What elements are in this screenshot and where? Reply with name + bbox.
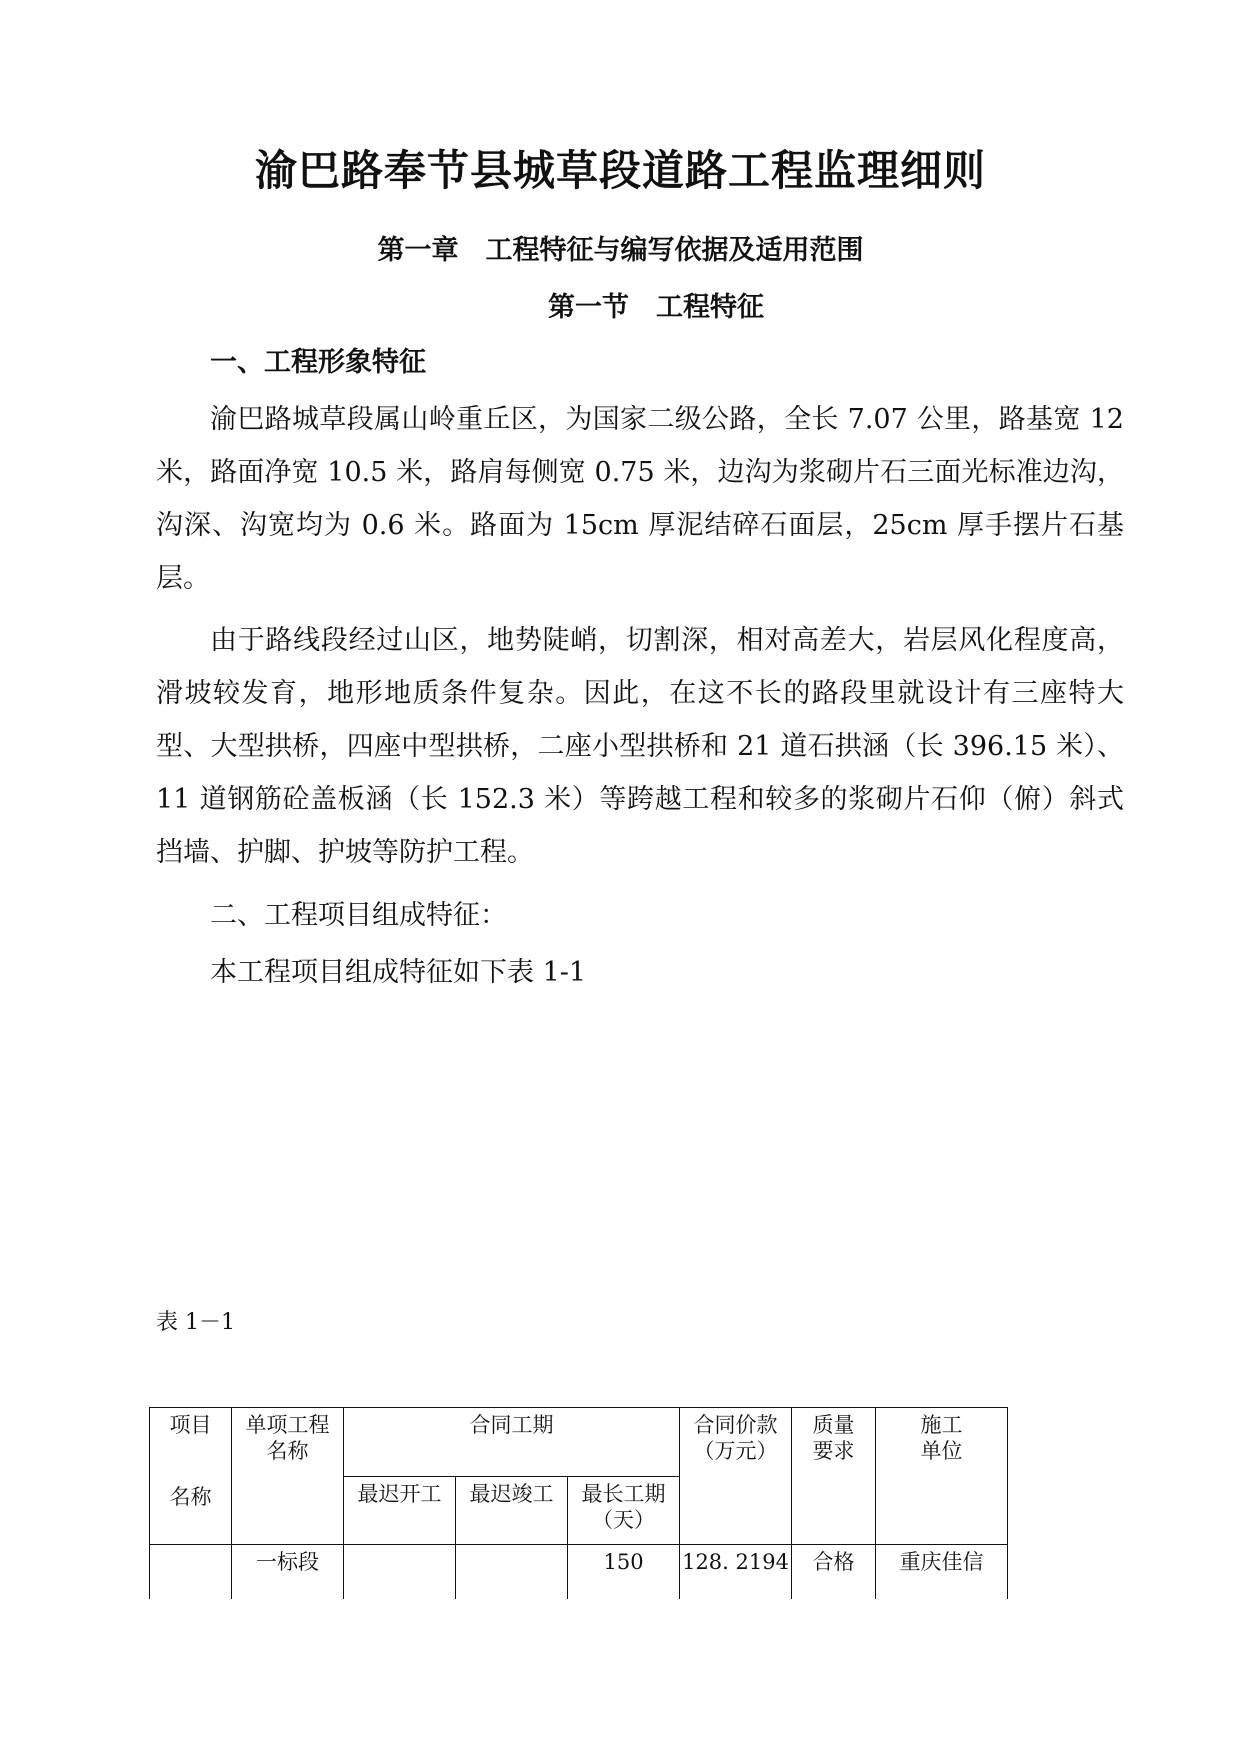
- header-unit-top: 施工: [920, 1413, 963, 1437]
- paragraph-3: 本工程项目组成特征如下表 1-1: [210, 957, 587, 988]
- header-item-cell: [150, 1408, 232, 1545]
- cell-item: [150, 1545, 232, 1600]
- cell-days: 150: [568, 1545, 680, 1600]
- cell-start: [344, 1545, 456, 1600]
- header-unit-bottom: 单位: [920, 1439, 963, 1463]
- header-latest-finish: 最迟竣工: [456, 1477, 568, 1545]
- chapter-heading: 第一章 工程特征与编写依据及适用范围: [377, 235, 864, 266]
- table-caption: 表 1－1: [156, 1310, 235, 1335]
- header-period: 合同工期: [344, 1408, 680, 1477]
- header-quality-bottom: 要求: [812, 1439, 855, 1463]
- cell-unit: 重庆佳信: [876, 1545, 1008, 1600]
- header-unit-cell: [876, 1408, 1008, 1545]
- paragraph-1: 渝巴路城草段属山岭重丘区，为国家二级公路，全长 7.07 公里，路基宽 12 米，路面净宽 10.5 米，路肩每侧宽 0.75 米，边沟为浆砌片石三面光标准边沟，沟深、沟宽均为 0.6 米。路面为 15cm 厚泥结碎石面层，25cm 厚手摆片石基层。: [156, 404, 1124, 594]
- header-quality-cell: [792, 1408, 876, 1545]
- document-title: 渝巴路奉节县城草段道路工程监理细则: [254, 146, 986, 195]
- subsection-heading-2: 二、工程项目组成特征：: [210, 900, 507, 931]
- section-heading: 第一节 工程特征: [548, 292, 764, 323]
- subsection-heading-1: 一、工程形象特征: [210, 347, 426, 378]
- cell-price: 128. 2194: [680, 1545, 792, 1600]
- cell-quality: 合格: [792, 1545, 876, 1600]
- table-row: [150, 1545, 1008, 1600]
- cell-single: 一标段: [232, 1545, 344, 1600]
- header-item-top: 项目: [169, 1413, 212, 1437]
- header-max-period: 最长工期（天）: [568, 1477, 680, 1545]
- header-price-cell: [680, 1408, 792, 1545]
- header-latest-start: 最迟开工: [344, 1477, 456, 1545]
- header-quality-top: 质量: [812, 1413, 855, 1437]
- header-item-bottom: 名称: [169, 1485, 212, 1509]
- header-single-bottom: 名称: [266, 1439, 309, 1463]
- header-price-bottom: （万元）: [693, 1439, 778, 1463]
- paragraph-2: 由于路线段经过山区，地势陡峭，切割深，相对高差大，岩层风化程度高，滑坡较发育，地形地质条件复杂。因此，在这不长的路段里就设计有三座特大型、大型拱桥，四座中型拱桥，二座小型拱桥和 21 道石拱涵（长 396.15 米）、11 道钢筋砼盖板涵（长 152.3 米）等跨越工程和较多的浆砌片石仰（俯）斜式挡墙、护脚、护坡等防护工程。: [156, 625, 1124, 868]
- table-header-row: [150, 1408, 1008, 1477]
- header-single-top: 单项工程: [245, 1413, 330, 1437]
- project-table: [149, 1407, 1008, 1599]
- header-single-cell: [232, 1408, 344, 1545]
- header-price-top: 合同价款: [693, 1413, 778, 1437]
- cell-finish: [456, 1545, 568, 1600]
